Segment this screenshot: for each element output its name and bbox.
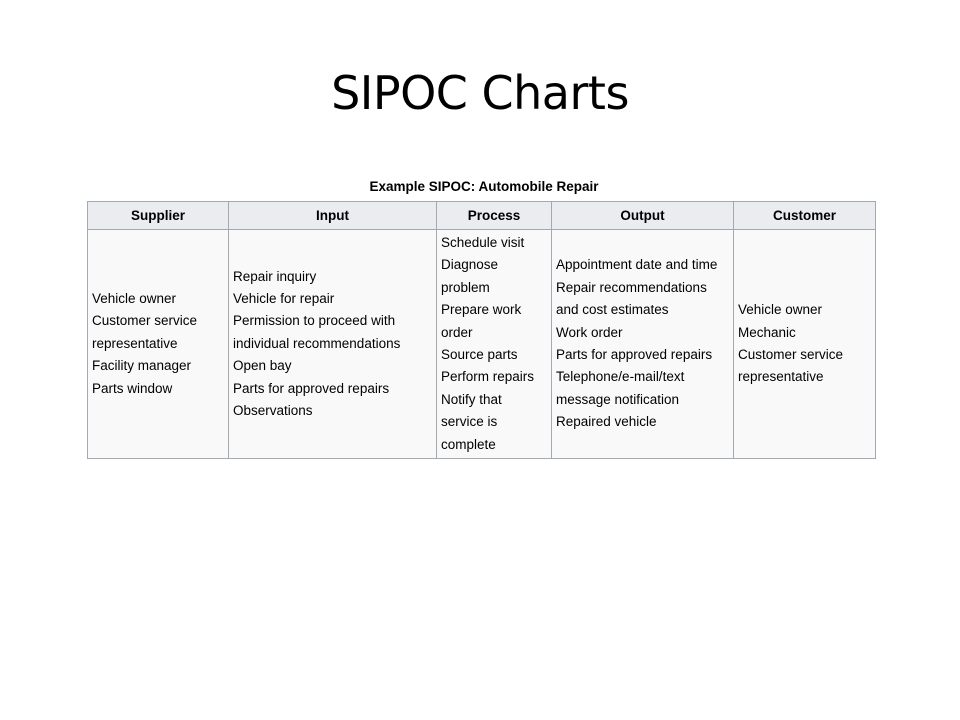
header-input: Input [229, 202, 437, 230]
cell-line: Repair inquiry [233, 268, 317, 284]
cell-line: message notification [556, 391, 680, 407]
cell-line: Repaired vehicle [556, 414, 657, 430]
cell-customer [734, 230, 876, 459]
table-row [88, 230, 876, 459]
cell-line: order [441, 324, 473, 340]
cell-line: Vehicle owner [738, 302, 823, 318]
header-process: Process [437, 202, 552, 230]
cell-line: Mechanic [738, 324, 796, 340]
cell-line: problem [441, 279, 490, 295]
cell-line: Notify that [441, 391, 502, 407]
cell-line: Telephone/e-mail/text [556, 369, 685, 385]
cell-line: Appointment date and time [556, 257, 718, 273]
cell-line: Diagnose [441, 257, 499, 273]
cell-line: Facility manager [92, 358, 192, 374]
sipoc-figure [87, 177, 875, 459]
cell-line: and cost estimates [556, 302, 669, 318]
cell-output [552, 230, 734, 459]
cell-line: Parts window [92, 380, 173, 396]
cell-input [229, 230, 437, 459]
cell-line: Vehicle owner [92, 291, 177, 307]
cell-line: Permission to proceed with [233, 313, 396, 329]
cell-line: Open bay [233, 358, 292, 374]
cell-line: Prepare work [441, 302, 522, 318]
cell-line: Vehicle for repair [233, 291, 335, 307]
header-output: Output [552, 202, 734, 230]
cell-process [437, 230, 552, 459]
cell-line: Perform repairs [441, 369, 535, 385]
slide-title: SIPOC Charts [331, 66, 629, 120]
cell-line: representative [92, 335, 178, 351]
header-customer: Customer [734, 202, 876, 230]
cell-line: individual recommendations [233, 335, 401, 351]
cell-line: Parts for approved repairs [556, 347, 713, 363]
table-header-row [88, 202, 876, 230]
cell-line: service is [441, 414, 498, 430]
cell-line: Parts for approved repairs [233, 380, 390, 396]
cell-line: Work order [556, 324, 623, 340]
cell-line: complete [441, 436, 496, 452]
sipoc-table [87, 201, 876, 459]
cell-line: Customer service [738, 347, 844, 363]
table-caption: Example SIPOC: Automobile Repair [369, 179, 599, 194]
cell-line: Observations [233, 403, 313, 419]
header-supplier: Supplier [88, 202, 229, 230]
cell-line: Source parts [441, 347, 518, 363]
cell-supplier [88, 230, 229, 459]
cell-line: representative [738, 369, 824, 385]
cell-line: Repair recommendations [556, 279, 707, 295]
cell-line: Schedule visit [441, 235, 525, 250]
cell-line: Customer service [92, 313, 198, 329]
